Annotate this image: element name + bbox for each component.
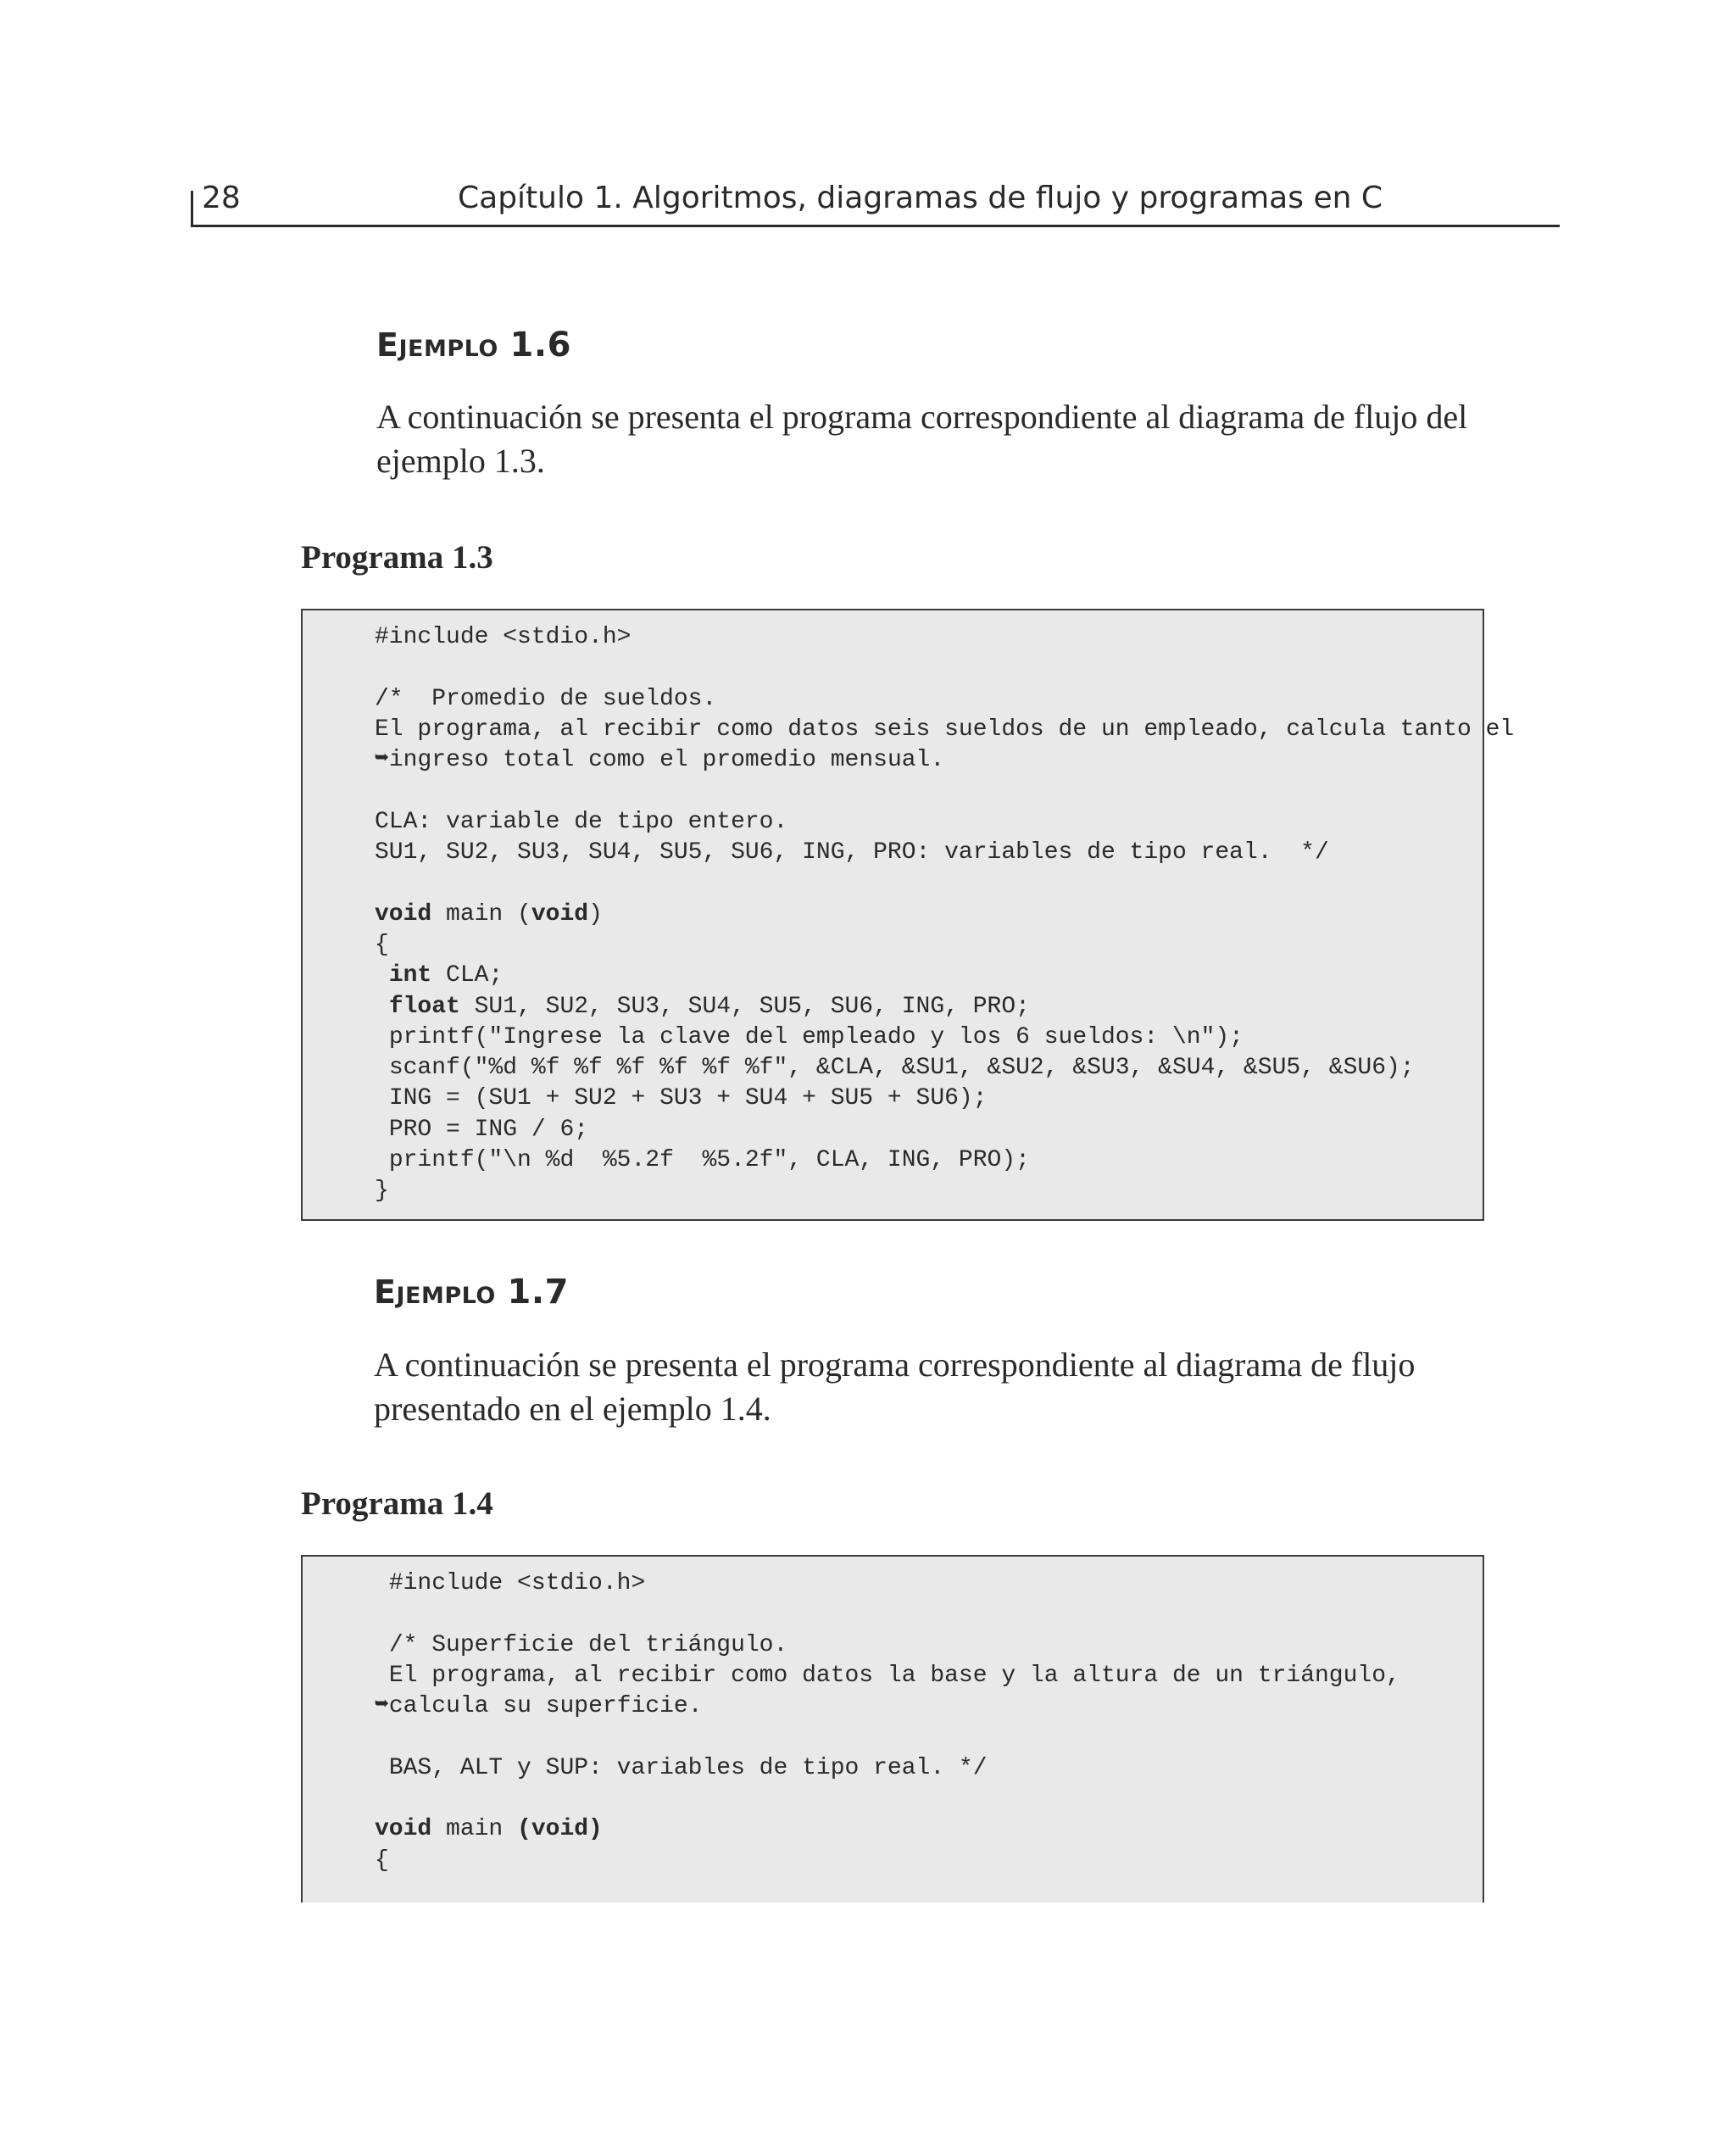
code-text: El programa, al recibir como datos la base y la altura de un triángulo, bbox=[388, 1662, 1400, 1689]
example-paragraph: A continuación se presenta el programa correspondiente al diagrama de flujo del ejemplo 1.3. bbox=[376, 398, 1468, 480]
code-text: ) bbox=[588, 900, 603, 928]
header-tick bbox=[191, 191, 193, 227]
page-number: 28 bbox=[202, 181, 241, 215]
code-text: PRO = ING / 6; bbox=[388, 1116, 589, 1143]
code-keyword: void bbox=[531, 900, 589, 928]
code-text: scanf("%d %f %f %f %f %f %f", &CLA, &SU1, &SU2, &SU3, &SU4, &SU5, &SU6); bbox=[388, 1055, 1415, 1082]
code-text: El programa, al recibir como datos seis sueldos de un empleado, calcula tanto el bbox=[375, 716, 1515, 743]
example-title-number: 1.6 bbox=[509, 326, 571, 365]
code-line bbox=[375, 1145, 1514, 1176]
code-line bbox=[375, 1753, 1400, 1784]
code-text: main ( bbox=[431, 900, 531, 928]
example-title-word: Ejemplo bbox=[376, 326, 498, 364]
code-line bbox=[375, 1691, 1400, 1722]
code-text bbox=[375, 1570, 389, 1596]
code-listing bbox=[375, 1568, 1400, 1876]
code-line bbox=[375, 1722, 1400, 1752]
code-line bbox=[375, 622, 1514, 653]
code-line bbox=[375, 1568, 1400, 1599]
program-label: Programa 1.4 bbox=[301, 1485, 493, 1522]
code-text: #include <stdio.h> bbox=[388, 1570, 646, 1596]
code-text: SU1, SU2, SU3, SU4, SU5, SU6, ING, PRO; bbox=[459, 993, 1030, 1020]
code-text: printf("Ingrese la clave del empleado y los 6 sueldos: \n"); bbox=[388, 1023, 1244, 1050]
code-text bbox=[375, 1055, 389, 1081]
code-line bbox=[375, 1599, 1400, 1630]
code-text: { bbox=[375, 1847, 389, 1874]
code-line bbox=[375, 1784, 1400, 1814]
code-text bbox=[375, 1024, 389, 1050]
code-line bbox=[375, 1661, 1400, 1691]
code-line bbox=[375, 1846, 1400, 1876]
code-line bbox=[375, 992, 1514, 1022]
code-listing-box bbox=[301, 609, 1515, 1221]
code-text: CLA; bbox=[431, 962, 504, 989]
code-text bbox=[375, 1147, 389, 1173]
example-title bbox=[376, 325, 571, 365]
program-label: Programa 1.3 bbox=[301, 539, 493, 576]
code-text bbox=[375, 1117, 389, 1143]
code-text bbox=[375, 1632, 389, 1658]
code-keyword: int bbox=[388, 962, 432, 989]
code-text bbox=[375, 1663, 389, 1689]
code-line bbox=[375, 807, 1514, 838]
code-listing bbox=[375, 622, 1514, 1207]
code-line bbox=[375, 838, 1514, 868]
code-line bbox=[375, 1115, 1514, 1145]
code-text: BAS, ALT y SUP: variables de tipo real. */ bbox=[388, 1754, 988, 1781]
code-line bbox=[375, 1814, 1400, 1845]
code-text: #include <stdio.h> bbox=[375, 624, 632, 650]
code-line bbox=[375, 745, 1514, 776]
code-keyword: void bbox=[375, 1816, 432, 1843]
example-paragraph: A continuación se presenta el programa correspondiente al diagrama de flujo presentado en el ejemplo 1.4. bbox=[374, 1345, 1416, 1428]
code-text: printf("\n %d %5.2f %5.2f", CLA, ING, PRO); bbox=[388, 1147, 1030, 1174]
code-text: /* Promedio de sueldos. bbox=[375, 685, 717, 712]
code-keyword: void bbox=[375, 900, 432, 928]
code-text: { bbox=[375, 931, 389, 958]
code-line bbox=[375, 684, 1514, 715]
code-line bbox=[375, 653, 1514, 683]
code-text bbox=[375, 1085, 389, 1111]
code-line bbox=[375, 776, 1514, 806]
code-keyword: float bbox=[388, 993, 460, 1020]
code-text: } bbox=[375, 1178, 389, 1205]
code-text bbox=[375, 994, 389, 1020]
example-title-word: Ejemplo bbox=[374, 1273, 496, 1311]
example-title-number: 1.7 bbox=[507, 1273, 569, 1312]
code-line bbox=[375, 961, 1514, 991]
code-line bbox=[375, 1630, 1400, 1661]
code-line bbox=[375, 715, 1514, 745]
code-line bbox=[375, 900, 1514, 930]
code-line bbox=[375, 868, 1514, 899]
code-line bbox=[375, 1084, 1514, 1114]
header-rule bbox=[191, 225, 1560, 227]
code-text: main bbox=[431, 1816, 518, 1843]
code-text: SU1, SU2, SU3, SU4, SU5, SU6, ING, PRO: variables de tipo real. */ bbox=[375, 839, 1329, 866]
code-text: CLA: variable de tipo entero. bbox=[375, 808, 788, 835]
code-line bbox=[375, 1176, 1514, 1206]
code-listing-box bbox=[301, 1555, 1484, 1903]
code-line bbox=[375, 1022, 1514, 1053]
code-text: ➥calcula su superficie. bbox=[375, 1693, 703, 1720]
code-text bbox=[375, 962, 389, 989]
code-line bbox=[375, 930, 1514, 961]
code-line bbox=[375, 1053, 1514, 1084]
example-title bbox=[374, 1272, 569, 1312]
code-text: /* Superficie del triángulo. bbox=[388, 1631, 788, 1658]
code-text: ING = (SU1 + SU2 + SU3 + SU4 + SU5 + SU6); bbox=[388, 1085, 988, 1112]
code-keyword: (void) bbox=[517, 1816, 603, 1843]
code-text: ➥ingreso total como el promedio mensual. bbox=[375, 747, 945, 774]
running-head: Capítulo 1. Algoritmos, diagramas de flujo y programas en C bbox=[458, 181, 1383, 215]
code-text bbox=[375, 1755, 389, 1781]
